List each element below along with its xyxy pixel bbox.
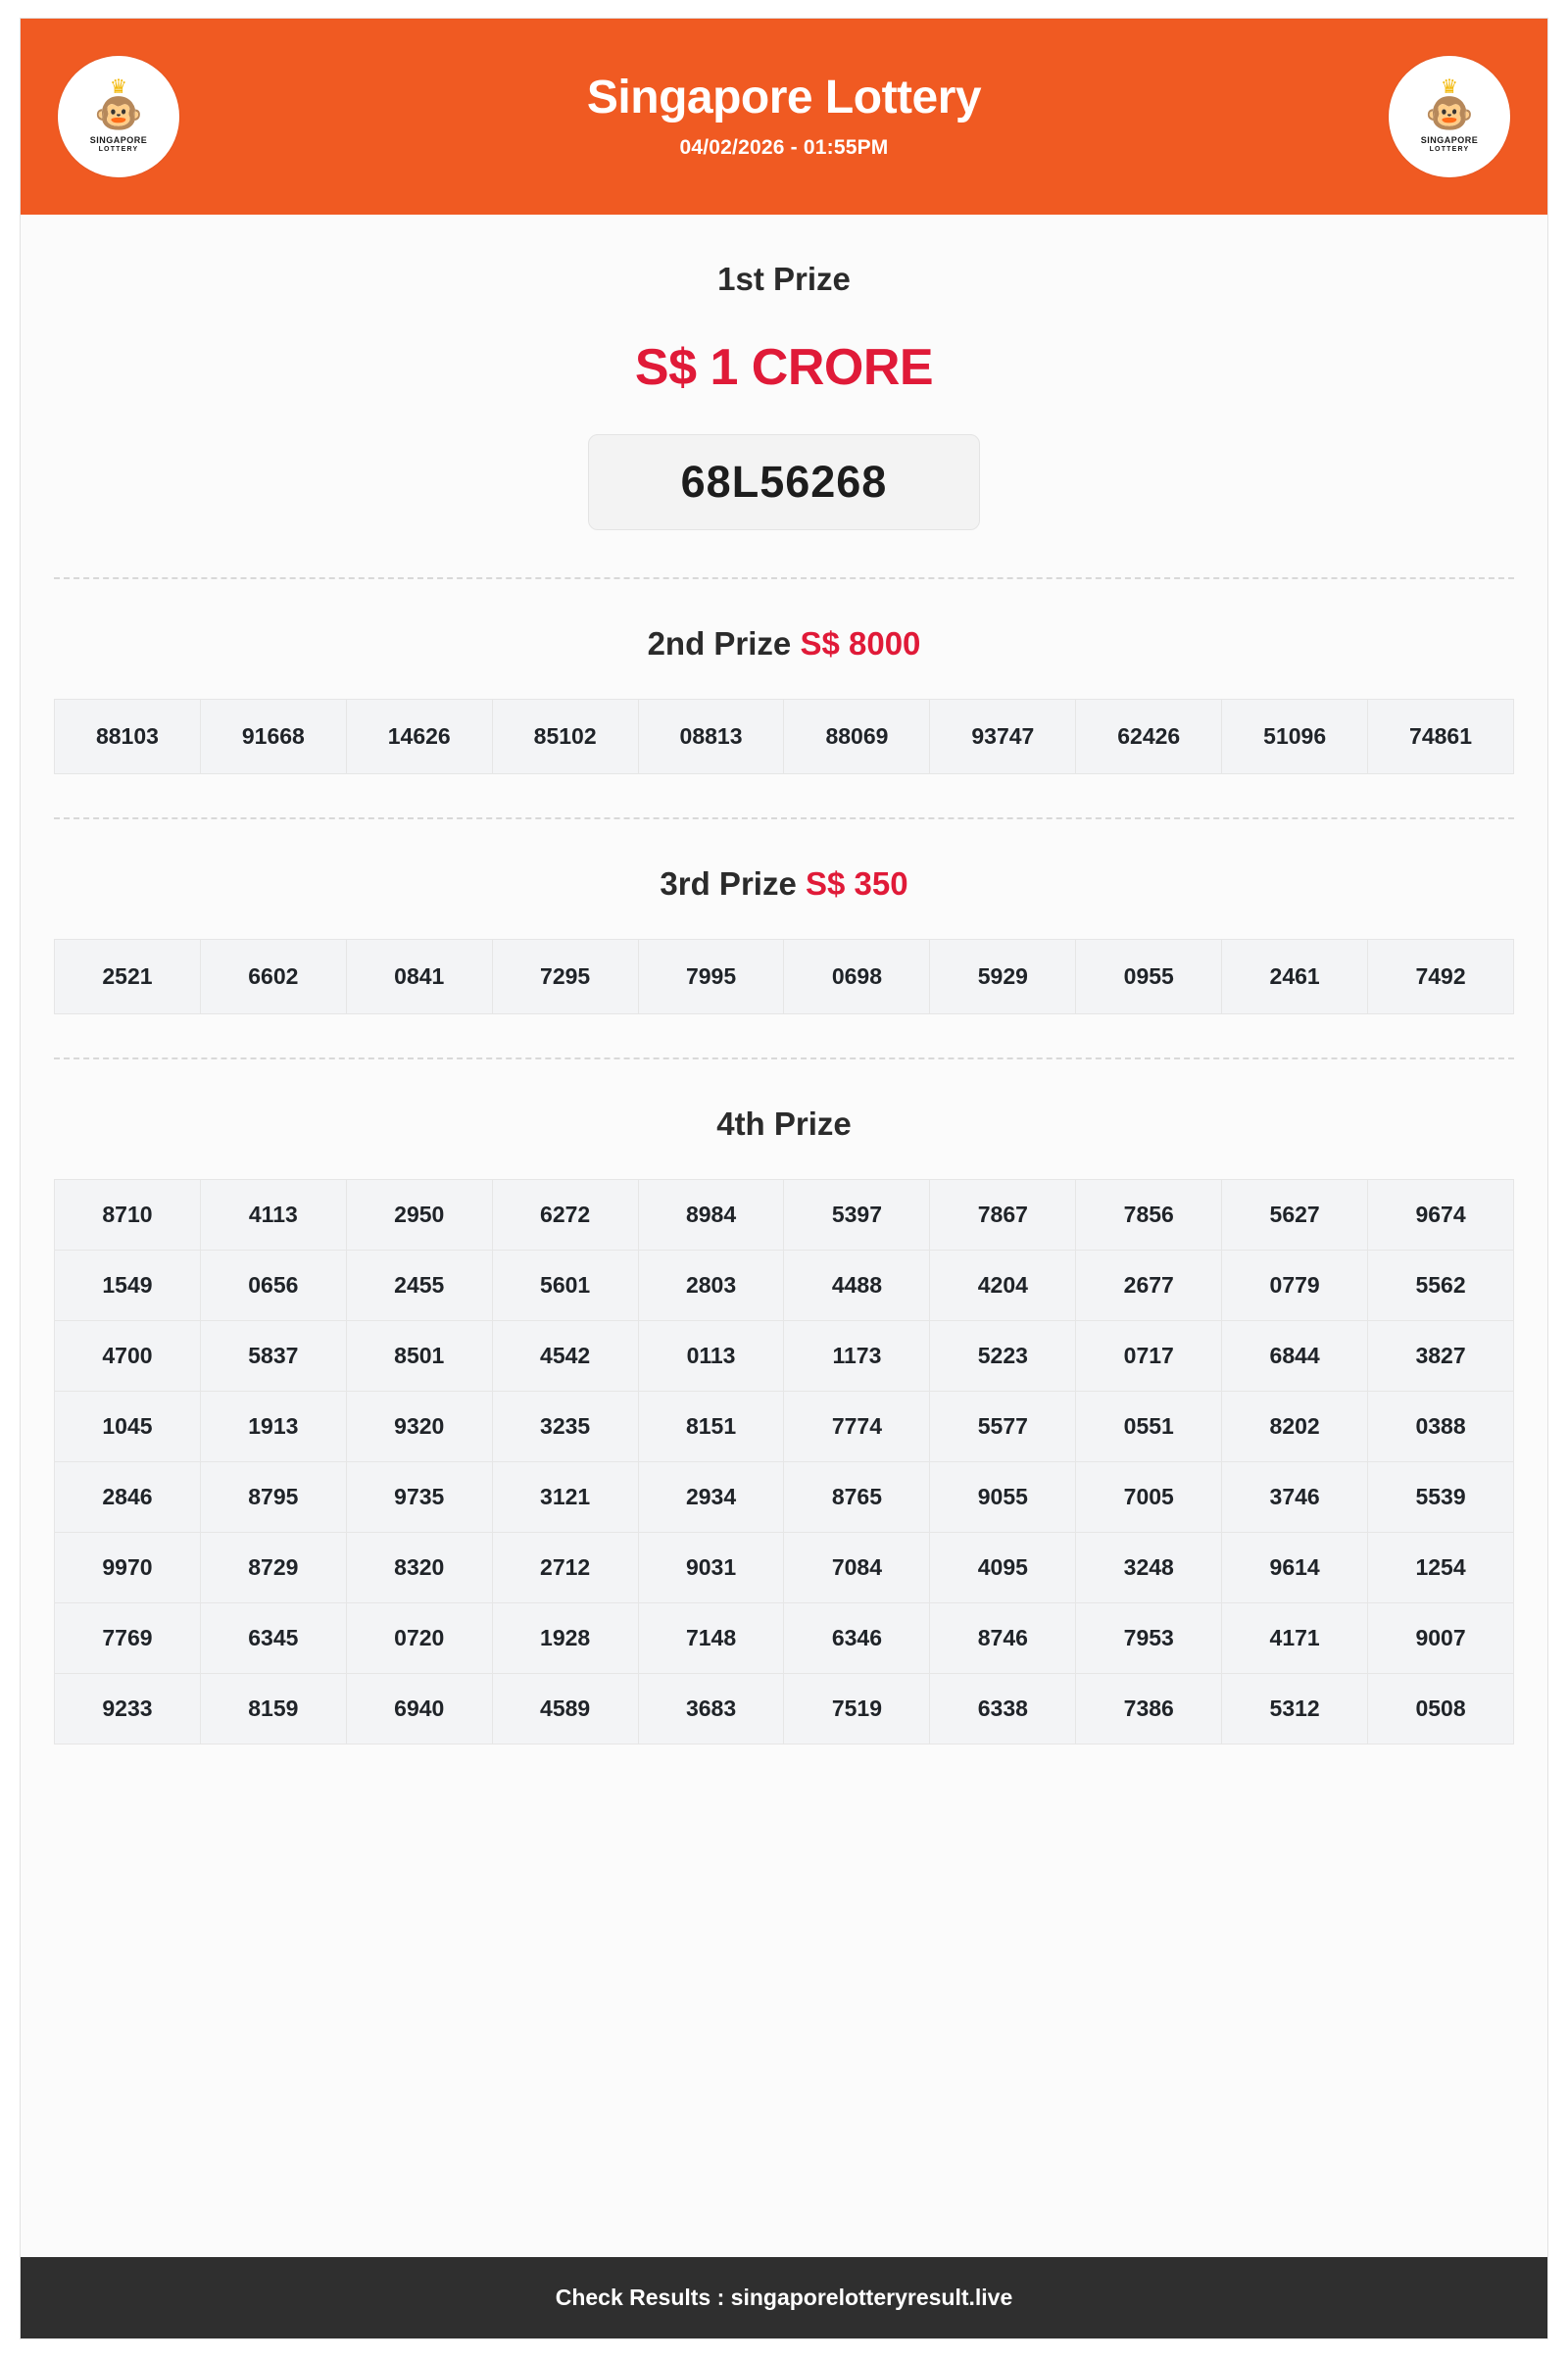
number-cell: 2455 <box>347 1251 493 1321</box>
second-prize-label: 2nd Prize <box>647 625 792 662</box>
number-cell: 6602 <box>201 940 347 1014</box>
number-cell: 0955 <box>1076 940 1222 1014</box>
number-cell: 8320 <box>347 1533 493 1603</box>
crown-icon: ♛ <box>1441 75 1458 98</box>
number-cell: 8151 <box>639 1392 785 1462</box>
number-cell: 5601 <box>493 1251 639 1321</box>
number-cell: 1928 <box>493 1603 639 1674</box>
number-cell: 4700 <box>55 1321 201 1392</box>
number-cell: 5562 <box>1368 1251 1514 1321</box>
number-cell: 0717 <box>1076 1321 1222 1392</box>
number-cell: 8729 <box>201 1533 347 1603</box>
number-cell: 7995 <box>639 940 785 1014</box>
page-title: Singapore Lottery <box>586 72 982 123</box>
number-cell: 6345 <box>201 1603 347 1674</box>
number-cell: 1045 <box>55 1392 201 1462</box>
number-cell: 88069 <box>784 700 930 774</box>
number-cell: 74861 <box>1368 700 1514 774</box>
second-prize-grid <box>54 699 1514 774</box>
number-cell: 7005 <box>1076 1462 1222 1533</box>
third-prize-grid <box>54 939 1514 1014</box>
number-cell: 6844 <box>1222 1321 1368 1392</box>
number-cell: 7295 <box>493 940 639 1014</box>
number-cell: 7148 <box>639 1603 785 1674</box>
number-cell: 8984 <box>639 1180 785 1251</box>
number-cell: 5929 <box>930 940 1076 1014</box>
number-cell: 9970 <box>55 1533 201 1603</box>
logo-left <box>58 56 179 177</box>
number-cell: 3235 <box>493 1392 639 1462</box>
logo-right <box>1389 56 1510 177</box>
crown-icon: ♛ <box>110 75 127 98</box>
first-prize-number-wrap <box>54 434 1514 530</box>
number-cell: 4589 <box>493 1674 639 1745</box>
number-cell: 6940 <box>347 1674 493 1745</box>
number-cell: 08813 <box>639 700 785 774</box>
number-cell: 0656 <box>201 1251 347 1321</box>
number-cell: 93747 <box>930 700 1076 774</box>
number-cell: 3746 <box>1222 1462 1368 1533</box>
footer-text: Check Results : singaporelotteryresult.live <box>555 2285 1013 2310</box>
number-cell: 9233 <box>55 1674 201 1745</box>
number-cell: 9031 <box>639 1533 785 1603</box>
number-cell: 0508 <box>1368 1674 1514 1745</box>
logo-left-line1: SINGAPORE <box>89 134 148 145</box>
page-header <box>21 19 1547 215</box>
number-cell: 7084 <box>784 1533 930 1603</box>
number-cell: 14626 <box>347 700 493 774</box>
results-content <box>21 215 1547 2257</box>
number-cell: 4171 <box>1222 1603 1368 1674</box>
first-prize-amount: S$ 1 CRORE <box>634 339 934 396</box>
number-cell: 2846 <box>55 1462 201 1533</box>
logo-right-text <box>1421 135 1479 155</box>
number-cell: 6272 <box>493 1180 639 1251</box>
number-cell: 9007 <box>1368 1603 1514 1674</box>
number-cell: 1254 <box>1368 1533 1514 1603</box>
number-cell: 2712 <box>493 1533 639 1603</box>
number-cell: 7386 <box>1076 1674 1222 1745</box>
number-cell: 2803 <box>639 1251 785 1321</box>
lion-head-icon: 🐵 <box>1425 91 1474 135</box>
number-cell: 8746 <box>930 1603 1076 1674</box>
number-cell: 4542 <box>493 1321 639 1392</box>
footer-bar <box>21 2257 1547 2338</box>
number-cell: 2934 <box>639 1462 785 1533</box>
logo-right-line1: SINGAPORE <box>1420 134 1479 145</box>
number-cell: 5627 <box>1222 1180 1368 1251</box>
logo-left-line2: LOTTERY <box>98 145 139 153</box>
number-cell: 5223 <box>930 1321 1076 1392</box>
result-sheet <box>20 18 1548 2339</box>
number-cell: 0779 <box>1222 1251 1368 1321</box>
number-cell: 2461 <box>1222 940 1368 1014</box>
number-cell: 7519 <box>784 1674 930 1745</box>
number-cell: 85102 <box>493 700 639 774</box>
second-prize-amount: S$ 8000 <box>800 625 921 662</box>
third-prize-title <box>54 864 1514 904</box>
second-prize-section <box>54 579 1514 817</box>
number-cell: 4113 <box>201 1180 347 1251</box>
number-cell: 2521 <box>55 940 201 1014</box>
third-prize-section <box>54 819 1514 1057</box>
number-cell: 7769 <box>55 1603 201 1674</box>
number-cell: 7774 <box>784 1392 930 1462</box>
number-cell: 9055 <box>930 1462 1076 1533</box>
logo-left-text <box>90 135 148 155</box>
number-cell: 7867 <box>930 1180 1076 1251</box>
fourth-prize-title: 4th Prize <box>716 1106 852 1142</box>
number-cell: 88103 <box>55 700 201 774</box>
number-cell: 1173 <box>784 1321 930 1392</box>
number-cell: 3121 <box>493 1462 639 1533</box>
third-prize-amount: S$ 350 <box>805 865 908 902</box>
number-cell: 5577 <box>930 1392 1076 1462</box>
number-cell: 0551 <box>1076 1392 1222 1462</box>
number-cell: 62426 <box>1076 700 1222 774</box>
number-cell: 9614 <box>1222 1533 1368 1603</box>
number-cell: 7492 <box>1368 940 1514 1014</box>
number-cell: 5539 <box>1368 1462 1514 1533</box>
header-center <box>179 71 1389 163</box>
number-cell: 8159 <box>201 1674 347 1745</box>
number-cell: 2677 <box>1076 1251 1222 1321</box>
number-cell: 8501 <box>347 1321 493 1392</box>
number-cell: 8202 <box>1222 1392 1368 1462</box>
number-cell: 2950 <box>347 1180 493 1251</box>
number-cell: 0841 <box>347 940 493 1014</box>
fourth-prize-grid <box>54 1179 1514 1745</box>
lion-head-icon: 🐵 <box>94 91 143 135</box>
number-cell: 4204 <box>930 1251 1076 1321</box>
number-cell: 8765 <box>784 1462 930 1533</box>
number-cell: 91668 <box>201 700 347 774</box>
number-cell: 5312 <box>1222 1674 1368 1745</box>
number-cell: 4488 <box>784 1251 930 1321</box>
number-cell: 8710 <box>55 1180 201 1251</box>
number-cell: 9674 <box>1368 1180 1514 1251</box>
number-cell: 9735 <box>347 1462 493 1533</box>
number-cell: 4095 <box>930 1533 1076 1603</box>
number-cell: 7856 <box>1076 1180 1222 1251</box>
number-cell: 6346 <box>784 1603 930 1674</box>
number-cell: 1913 <box>201 1392 347 1462</box>
third-prize-label: 3rd Prize <box>660 865 797 902</box>
number-cell: 7953 <box>1076 1603 1222 1674</box>
first-prize-section <box>54 215 1514 577</box>
number-cell: 0698 <box>784 940 930 1014</box>
logo-right-line2: LOTTERY <box>1429 145 1470 153</box>
number-cell: 6338 <box>930 1674 1076 1745</box>
fourth-prize-section <box>54 1059 1514 1803</box>
first-prize-number: 68L56268 <box>588 434 980 530</box>
number-cell: 3683 <box>639 1674 785 1745</box>
number-cell: 5397 <box>784 1180 930 1251</box>
number-cell: 5837 <box>201 1321 347 1392</box>
second-prize-title <box>54 624 1514 663</box>
number-cell: 8795 <box>201 1462 347 1533</box>
number-cell: 0720 <box>347 1603 493 1674</box>
draw-datetime: 04/02/2026 - 01:55PM <box>679 136 889 159</box>
number-cell: 1549 <box>55 1251 201 1321</box>
number-cell: 0113 <box>639 1321 785 1392</box>
number-cell: 3827 <box>1368 1321 1514 1392</box>
number-cell: 3248 <box>1076 1533 1222 1603</box>
number-cell: 51096 <box>1222 700 1368 774</box>
first-prize-title: 1st Prize <box>717 261 851 297</box>
number-cell: 9320 <box>347 1392 493 1462</box>
number-cell: 0388 <box>1368 1392 1514 1462</box>
